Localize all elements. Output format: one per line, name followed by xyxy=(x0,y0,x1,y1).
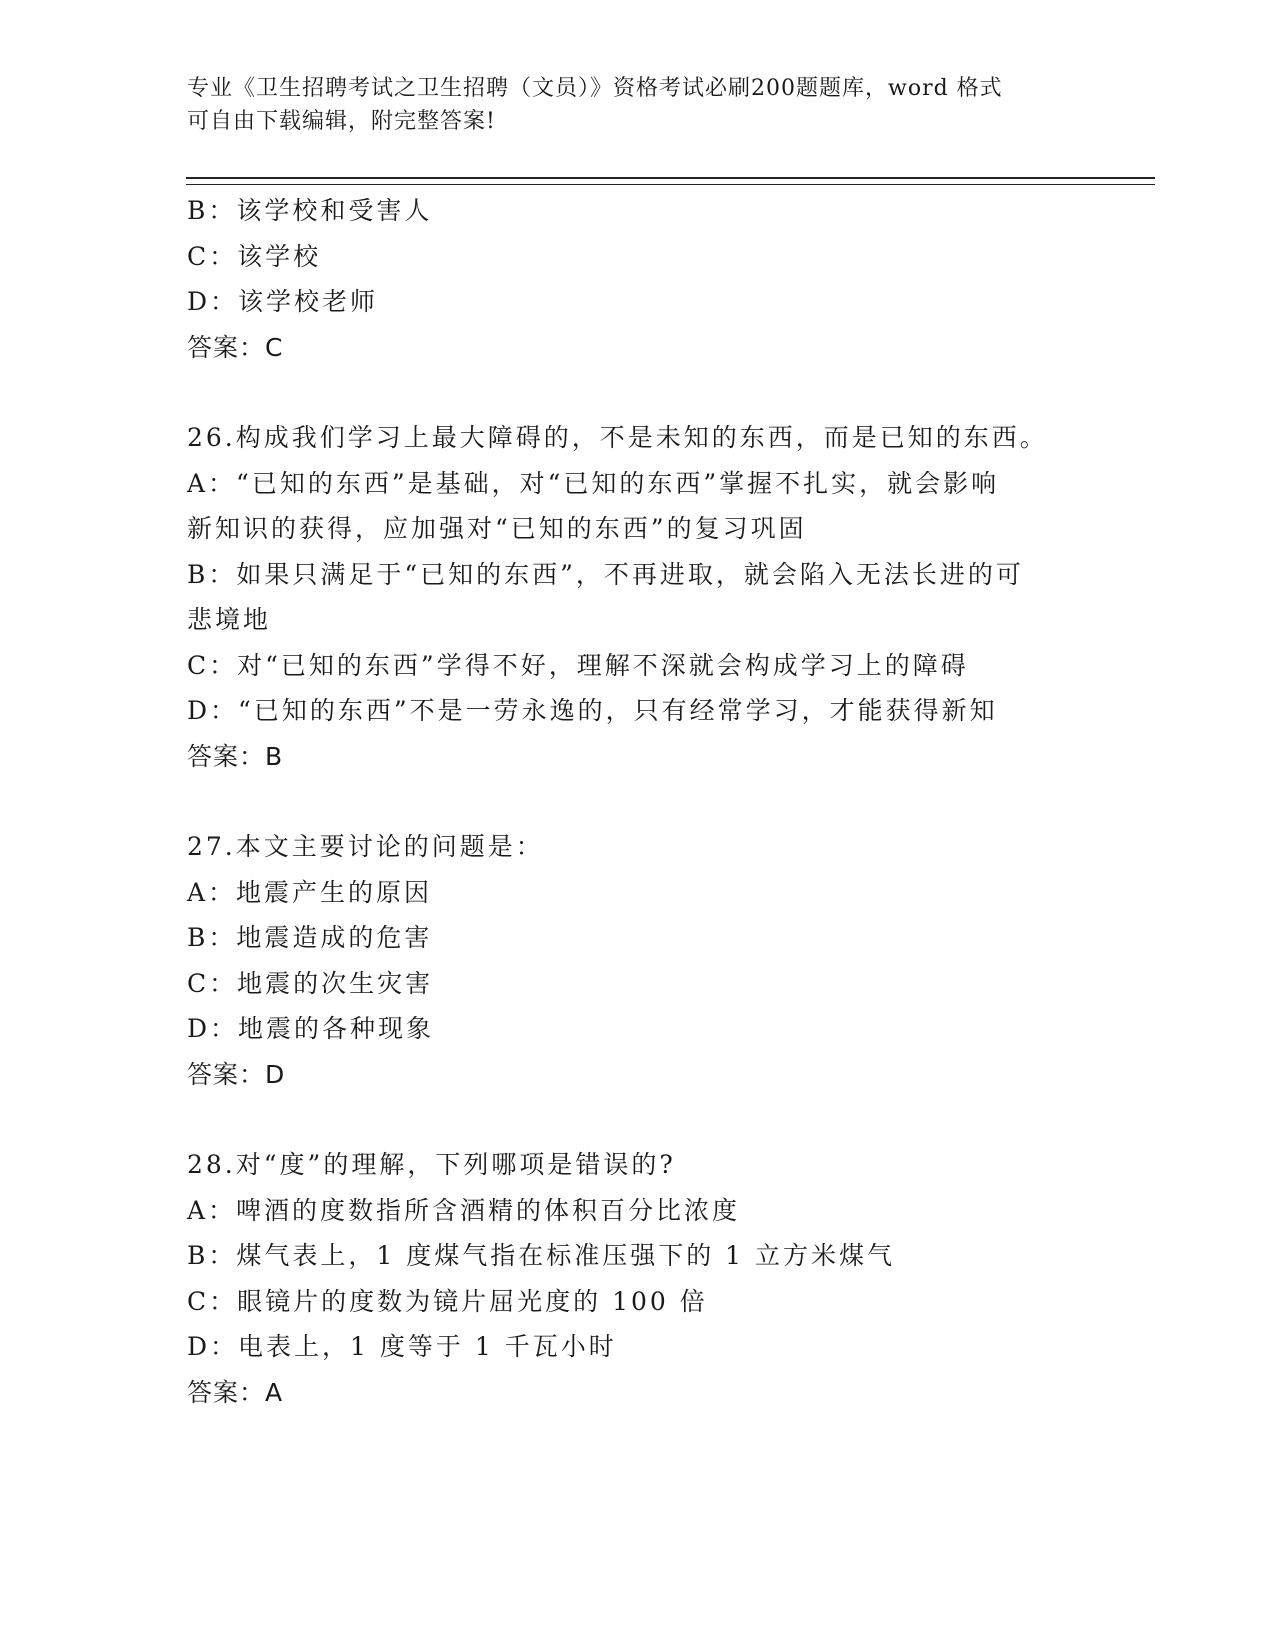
question-stem: 28.对“度”的理解，下列哪项是错误的? xyxy=(187,1150,676,1179)
option-b: B：煤气表上，1 度煤气指在标准压强下的 1 立方米煤气 xyxy=(187,1241,896,1270)
option-a: A：啤酒的度数指所含酒精的体积百分比浓度 xyxy=(187,1195,741,1225)
question-28 xyxy=(187,1142,1087,1415)
option-c: C：眼镜片的度数为镜片屈光度的 100 倍 xyxy=(187,1286,708,1316)
header-line-2: 可自由下载编辑，附完整答案! xyxy=(187,109,496,134)
answer-line: 答案：C xyxy=(187,332,284,362)
option-d: D：地震的各种现象 xyxy=(187,1014,435,1043)
option-d: D：电表上，1 度等于 1 千瓦小时 xyxy=(187,1332,617,1361)
partial-question xyxy=(187,188,1087,370)
option-b-continued: 悲境地 xyxy=(187,605,272,634)
option-a-continued: 新知识的获得，应加强对“已知的东西”的复习巩固 xyxy=(187,514,807,543)
option-b: B：地震造成的危害 xyxy=(187,923,433,952)
option-b: B：该学校和受害人 xyxy=(187,196,433,225)
option-d: D：该学校老师 xyxy=(187,287,379,316)
question-stem: 27.本文主要讨论的问题是： xyxy=(187,832,544,861)
answer-line: 答案：A xyxy=(187,1377,284,1407)
option-b: B：如果只满足于“已知的东西”，不再进取，就会陷入无法长进的可 xyxy=(187,559,1024,589)
header-line-1: 专业《卫生招聘考试之卫生招聘（文员）》资格考试必刷200题题库，word 格式 xyxy=(187,76,1003,101)
question-26 xyxy=(187,415,1087,779)
question-gap xyxy=(187,779,1087,824)
question-gap xyxy=(187,1097,1087,1142)
option-c: C：对“已知的东西”学得不好，理解不深就会构成学习上的障碍 xyxy=(187,650,969,680)
answer-line: 答案：B xyxy=(187,741,284,771)
option-d: D：“已知的东西”不是一劳永逸的，只有经常学习，才能获得新知 xyxy=(187,696,998,725)
question-gap xyxy=(187,370,1087,415)
question-content xyxy=(187,188,1087,1415)
question-stem: 26.构成我们学习上最大障碍的，不是未知的东西，而是已知的东西。 xyxy=(187,423,1048,452)
option-a: A：“已知的东西”是基础，对“已知的东西”掌握不扎实，就会影响 xyxy=(187,468,1000,498)
page-header xyxy=(187,72,1087,138)
option-c: C：地震的次生灾害 xyxy=(187,968,434,998)
answer-line: 答案：D xyxy=(187,1059,286,1089)
option-a: A：地震产生的原因 xyxy=(187,877,433,907)
option-c: C：该学校 xyxy=(187,241,322,271)
header-rule xyxy=(186,177,1155,185)
question-27 xyxy=(187,824,1087,1097)
